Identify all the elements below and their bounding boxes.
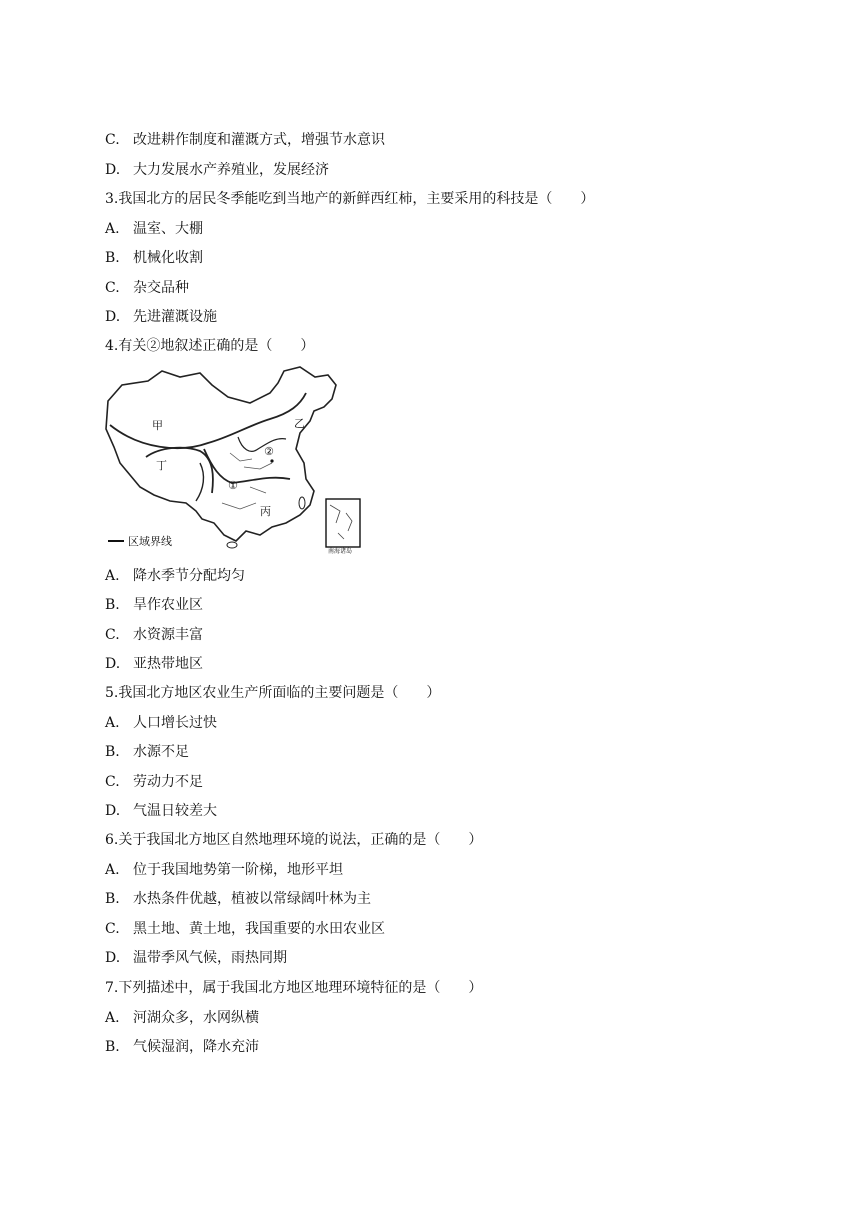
option-text: 黑土地、黄土地，我国重要的水田农业区 xyxy=(133,921,385,937)
label-jia: 甲 xyxy=(152,419,163,432)
option-line xyxy=(105,949,287,967)
option-line xyxy=(105,920,385,938)
option-text: 降水季节分配均匀 xyxy=(133,568,245,584)
option-letter: D. xyxy=(105,803,121,819)
option-text: 改进耕作制度和灌溉方式，增强节水意识 xyxy=(133,132,385,148)
legend-label: 区域界线 xyxy=(128,535,172,548)
option-letter: A. xyxy=(105,568,120,584)
option-text: 位于我国地势第一阶梯，地形平坦 xyxy=(133,862,343,878)
inset-box xyxy=(326,499,360,547)
option-text: 先进灌溉设施 xyxy=(133,309,217,325)
option-text: 大力发展水产养殖业，发展经济 xyxy=(133,162,329,178)
option-line xyxy=(105,279,189,297)
label-ding: 丁 xyxy=(156,459,167,472)
option-text: 温室、大棚 xyxy=(133,221,203,237)
china-region-map xyxy=(100,363,365,555)
option-letter: A. xyxy=(105,862,120,878)
option-letter: A. xyxy=(105,221,120,237)
option-letter: B. xyxy=(105,1039,120,1055)
option-text: 气候湿润，降水充沛 xyxy=(133,1039,259,1055)
option-text: 人口增长过快 xyxy=(133,715,217,731)
option-text: 水源不足 xyxy=(133,744,189,760)
location-dot xyxy=(270,459,273,462)
option-letter: B. xyxy=(105,744,120,760)
option-line xyxy=(105,802,217,820)
option-line xyxy=(105,249,203,267)
country-outline xyxy=(106,367,336,541)
option-line xyxy=(105,567,245,585)
option-text: 水热条件优越，植被以常绿阔叶林为主 xyxy=(133,891,371,907)
option-line xyxy=(105,890,371,908)
option-line xyxy=(105,161,329,179)
boundary-line xyxy=(238,437,286,451)
option-text: 机械化收割 xyxy=(133,250,203,266)
option-letter: A. xyxy=(105,715,120,731)
option-text: 水资源丰富 xyxy=(133,627,203,643)
option-text: 旱作农业区 xyxy=(133,597,203,613)
option-line xyxy=(105,743,189,761)
option-text: 河湖众多，水网纵横 xyxy=(133,1010,259,1026)
option-line xyxy=(105,220,203,238)
option-letter: B. xyxy=(105,250,120,266)
option-line xyxy=(105,1009,259,1027)
question-6: 6.关于我国北方地区自然地理环境的说法，正确的是（ ） xyxy=(105,832,483,848)
option-text: 温带季风气候，雨热同期 xyxy=(133,950,287,966)
option-text: 劳动力不足 xyxy=(133,774,203,790)
option-line xyxy=(105,1038,259,1056)
label-yi: 乙 xyxy=(294,417,305,430)
question-5: 5.我国北方地区农业生产所面临的主要问题是（ ） xyxy=(105,685,441,701)
question-4: 4.有关②地叙述正确的是（ ） xyxy=(105,338,315,354)
boundary-line xyxy=(204,449,290,483)
option-line xyxy=(105,773,203,791)
option-letter: D. xyxy=(105,162,121,178)
option-text: 杂交品种 xyxy=(133,280,189,296)
question-3: 3.我国北方的居民冬季能吃到当地产的新鲜西红柿，主要采用的科技是（ ） xyxy=(105,191,595,207)
option-letter: B. xyxy=(105,597,120,613)
option-letter: C. xyxy=(105,921,120,937)
boundary-line xyxy=(196,463,203,501)
inset-label: 南海诸岛 xyxy=(328,548,353,555)
option-letter: B. xyxy=(105,891,120,907)
island xyxy=(299,497,305,509)
option-line xyxy=(105,626,203,644)
option-text: 气温日较差大 xyxy=(133,803,217,819)
option-line xyxy=(105,596,203,614)
label-circle2: ② xyxy=(264,445,274,458)
option-letter: A. xyxy=(105,1010,120,1026)
option-line xyxy=(105,131,385,149)
option-letter: D. xyxy=(105,656,121,672)
label-bing: 丙 xyxy=(260,505,271,518)
inset-coast xyxy=(330,505,352,539)
island xyxy=(227,542,237,548)
option-line xyxy=(105,861,343,879)
option-line xyxy=(105,308,217,326)
option-letter: C. xyxy=(105,774,120,790)
option-letter: C. xyxy=(105,132,120,148)
option-text: 亚热带地区 xyxy=(133,656,203,672)
option-letter: D. xyxy=(105,950,121,966)
question-7: 7.下列描述中，属于我国北方地区地理环境特征的是（ ） xyxy=(105,980,483,996)
option-letter: D. xyxy=(105,309,121,325)
option-letter: C. xyxy=(105,280,120,296)
option-letter: C. xyxy=(105,627,120,643)
map-svg xyxy=(100,363,365,555)
option-line xyxy=(105,655,203,673)
label-circle1: ① xyxy=(228,479,238,492)
option-line xyxy=(105,714,217,732)
